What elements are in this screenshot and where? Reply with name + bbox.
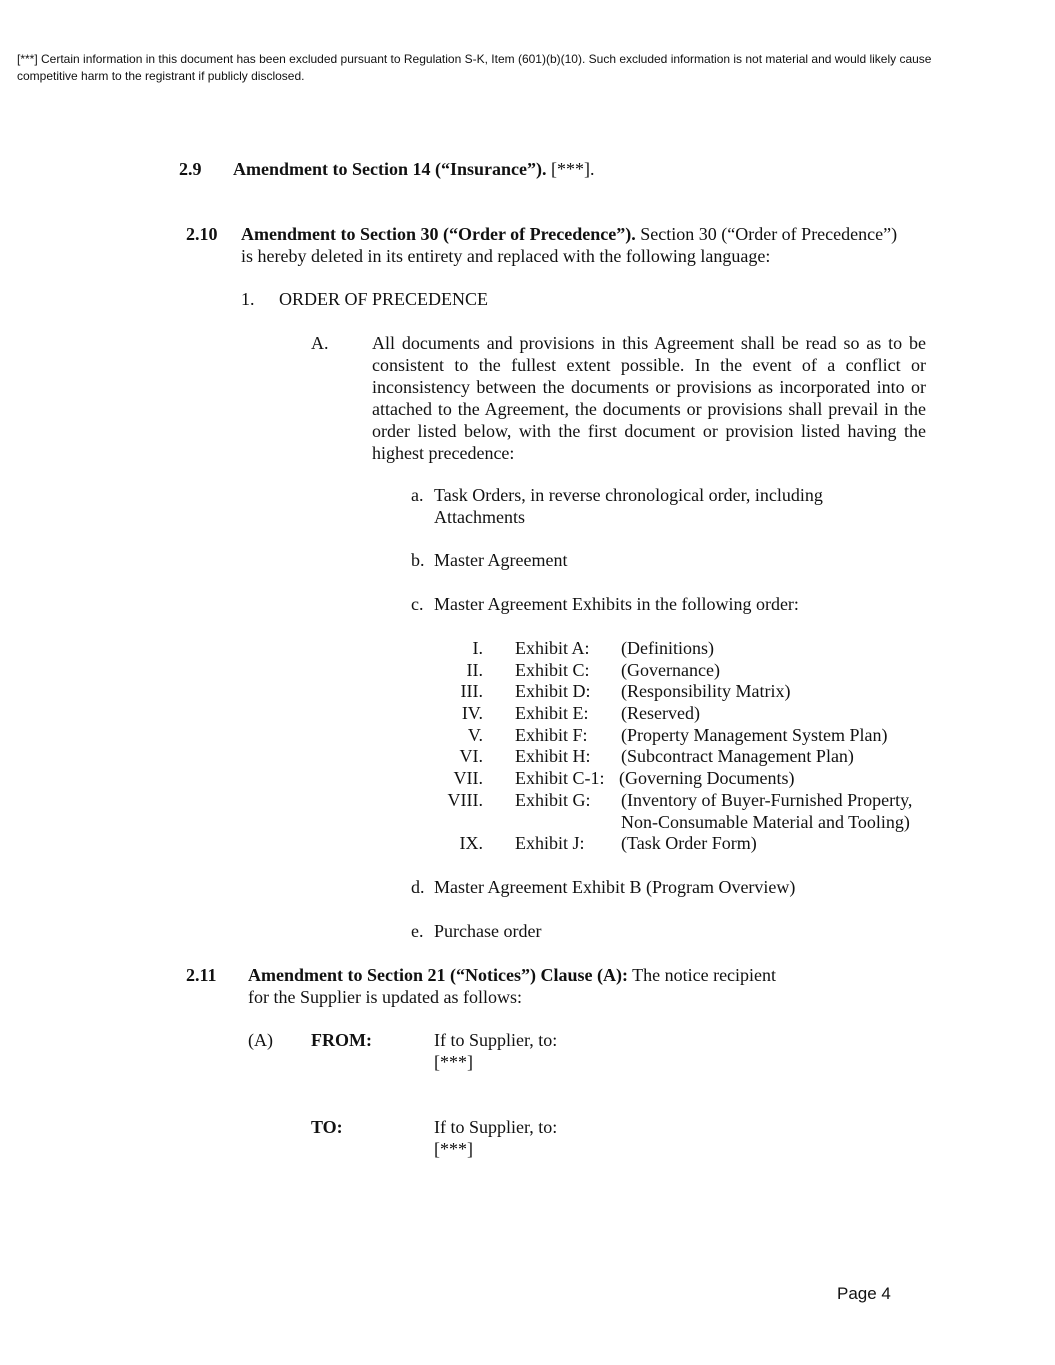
- section-2-9-title: Amendment to Section 14 (“Insurance”).: [233, 159, 547, 179]
- exhibit-9-name: Exhibit J:: [515, 833, 585, 853]
- exhibit-5-name: Exhibit F:: [515, 725, 588, 745]
- exhibit-4-desc: (Reserved): [621, 703, 700, 723]
- to-line2-redacted: [***]: [434, 1139, 473, 1159]
- item-a-line2: Attachments: [434, 507, 525, 527]
- item-c-label: c.: [411, 594, 424, 614]
- notice-clause-label: (A): [248, 1030, 273, 1050]
- page-number: Page 4: [837, 1284, 891, 1303]
- to-line1: If to Supplier, to:: [434, 1117, 558, 1137]
- item-a-label: a.: [411, 485, 424, 505]
- item-d-label: d.: [411, 877, 425, 897]
- section-2-9-body: [***].: [546, 159, 595, 179]
- redaction-disclaimer: [***] Certain information in this document has been excluded pursuant to Regulation S-K, Item (601)(b)(10). Such excluded information is not material and would likely cause competitive harm to the registrant if publicly disclosed.: [17, 52, 932, 83]
- section-2-11-heading: [248, 964, 776, 986]
- exhibit-8-desc-line2: Non-Consumable Material and Tooling): [621, 812, 910, 832]
- exhibit-7-number: VII.: [453, 768, 483, 788]
- exhibit-2-name: Exhibit C:: [515, 660, 590, 680]
- paragraph-a-label: A.: [311, 333, 329, 353]
- exhibit-8-name: Exhibit G:: [515, 790, 591, 810]
- exhibit-3-number: III.: [460, 681, 483, 701]
- exhibit-2-number: II.: [466, 660, 483, 680]
- item-b-text: Master Agreement: [434, 550, 568, 570]
- to-label: TO:: [311, 1117, 343, 1137]
- from-line2-redacted: [***]: [434, 1052, 473, 1072]
- item-c-text: Master Agreement Exhibits in the following order:: [434, 594, 799, 614]
- exhibit-4-number: IV.: [461, 703, 483, 723]
- section-2-11-number: 2.11: [186, 965, 217, 985]
- from-label: FROM:: [311, 1030, 372, 1050]
- item-b-label: b.: [411, 550, 425, 570]
- item-e-text: Purchase order: [434, 921, 542, 941]
- exhibit-1-name: Exhibit A:: [515, 638, 590, 658]
- exhibit-3-name: Exhibit D:: [515, 681, 591, 701]
- section-2-9-number: 2.9: [179, 159, 202, 179]
- paragraph-a-text: All documents and provisions in this Agreement shall be read so as to be consistent to the fullest extent possible. In the event of a conflict or inconsistency between the documents or provisions as incorporated into or attached to the Agreement, the documents or provisions shall prevail in the order listed below, with the first document or provision listed having the highest precedence:: [372, 333, 926, 463]
- section-2-10-number: 2.10: [186, 224, 218, 244]
- exhibit-7-desc: (Governing Documents): [619, 768, 795, 788]
- exhibit-4-name: Exhibit E:: [515, 703, 589, 723]
- exhibit-8-number: VIII.: [447, 790, 483, 810]
- item-e-label: e.: [411, 921, 424, 941]
- order-of-precedence-number: 1.: [241, 289, 255, 309]
- from-line1: If to Supplier, to:: [434, 1030, 558, 1050]
- item-a-line1: Task Orders, in reverse chronological order, including: [434, 485, 823, 505]
- order-of-precedence-title: ORDER OF PRECEDENCE: [279, 289, 489, 309]
- exhibit-3-desc: (Responsibility Matrix): [621, 681, 791, 701]
- section-2-10-body-line2: is hereby deleted in its entirety and replaced with the following language:: [241, 246, 771, 266]
- exhibit-5-desc: (Property Management System Plan): [621, 725, 888, 745]
- exhibit-1-desc: (Definitions): [621, 638, 714, 658]
- exhibit-7-name: Exhibit C-1:: [515, 768, 605, 788]
- section-2-9-heading: [233, 158, 594, 180]
- section-2-10-body-line1: Section 30 (“Order of Precedence”): [635, 224, 898, 244]
- section-2-10-title: Amendment to Section 30 (“Order of Precedence”).: [241, 224, 636, 244]
- section-2-11-title: Amendment to Section 21 (“Notices”) Clause (A):: [248, 965, 628, 985]
- exhibit-9-desc: (Task Order Form): [621, 833, 757, 853]
- exhibit-6-number: VI.: [459, 746, 483, 766]
- exhibit-2-desc: (Governance): [621, 660, 720, 680]
- exhibit-6-name: Exhibit H:: [515, 746, 591, 766]
- exhibit-8-desc-line1: (Inventory of Buyer-Furnished Property,: [621, 790, 913, 810]
- section-2-11-body-line2: for the Supplier is updated as follows:: [248, 987, 522, 1007]
- exhibit-6-desc: (Subcontract Management Plan): [621, 746, 854, 766]
- exhibit-1-number: I.: [472, 638, 483, 658]
- item-d-text: Master Agreement Exhibit B (Program Overview): [434, 877, 796, 897]
- exhibit-9-number: IX.: [459, 833, 483, 853]
- section-2-11-body-line1: The notice recipient: [627, 965, 777, 985]
- exhibit-5-number: V.: [467, 725, 483, 745]
- section-2-10-heading: [241, 223, 897, 245]
